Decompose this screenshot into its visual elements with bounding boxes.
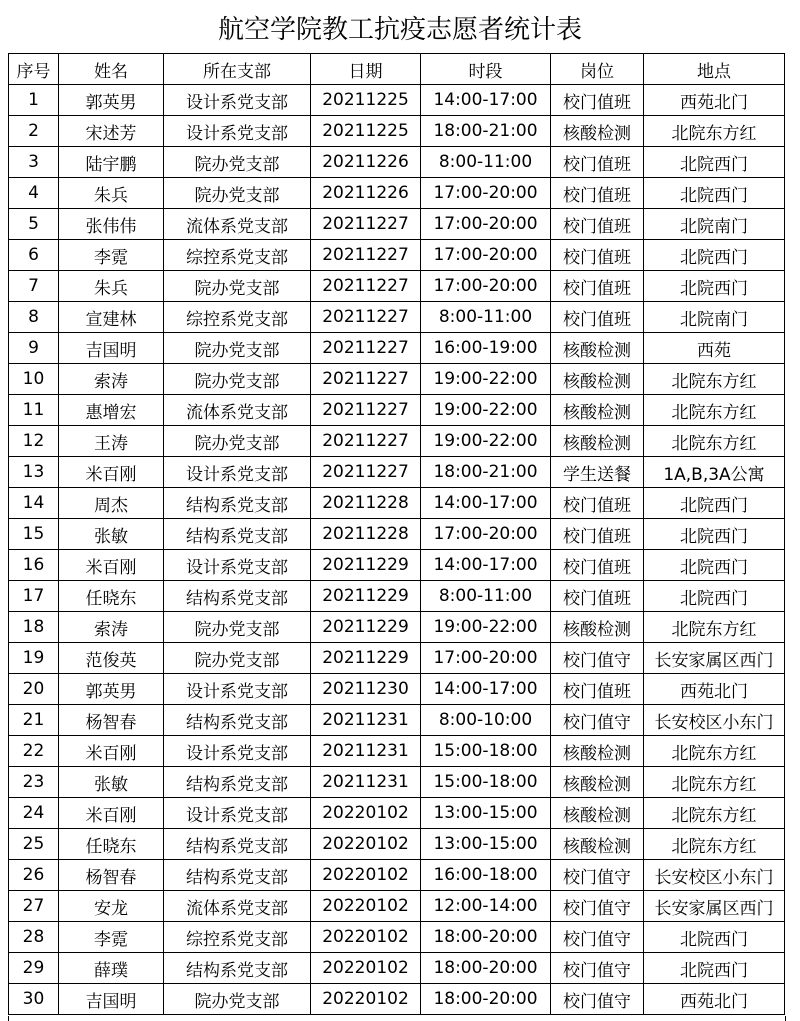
cell-location: 北院西门 bbox=[644, 581, 785, 612]
cell-name: 宋述芳 bbox=[59, 116, 164, 147]
cell-location: 北院东方红 bbox=[644, 736, 785, 767]
cell-branch: 院办党支部 bbox=[164, 178, 311, 209]
cell-location: 北院东方红 bbox=[644, 798, 785, 829]
next-row-edge bbox=[8, 1016, 786, 1021]
table-row bbox=[9, 581, 785, 612]
cell-date: 20211229 bbox=[311, 581, 421, 612]
cell-post: 核酸检测 bbox=[551, 798, 644, 829]
cell-location: 北院东方红 bbox=[644, 612, 785, 643]
cell-name: 李霓 bbox=[59, 240, 164, 271]
cell-index: 30 bbox=[9, 984, 59, 1015]
cell-name: 吉国明 bbox=[59, 984, 164, 1015]
table-row bbox=[9, 457, 785, 488]
cell-location: 1A,B,3A公寓 bbox=[644, 457, 785, 488]
cell-time-slot: 12:00-14:00 bbox=[421, 891, 551, 922]
volunteer-table bbox=[8, 53, 785, 1015]
cell-branch: 院办党支部 bbox=[164, 612, 311, 643]
cell-post: 核酸检测 bbox=[551, 333, 644, 364]
cell-location: 西苑北门 bbox=[644, 984, 785, 1015]
cell-date: 20211231 bbox=[311, 736, 421, 767]
cell-name: 范俊英 bbox=[59, 643, 164, 674]
cell-name: 杨智春 bbox=[59, 860, 164, 891]
table-row bbox=[9, 643, 785, 674]
cell-name: 米百刚 bbox=[59, 798, 164, 829]
table-row bbox=[9, 984, 785, 1015]
cell-location: 北院南门 bbox=[644, 209, 785, 240]
cell-index: 16 bbox=[9, 550, 59, 581]
table-row bbox=[9, 240, 785, 271]
cell-index: 20 bbox=[9, 674, 59, 705]
cell-index: 23 bbox=[9, 767, 59, 798]
cell-post: 校门值守 bbox=[551, 860, 644, 891]
cell-time-slot: 17:00-20:00 bbox=[421, 643, 551, 674]
cell-time-slot: 18:00-20:00 bbox=[421, 922, 551, 953]
cell-date: 20211227 bbox=[311, 271, 421, 302]
table-row bbox=[9, 550, 785, 581]
cell-location: 西苑北门 bbox=[644, 85, 785, 116]
cell-date: 20220102 bbox=[311, 798, 421, 829]
cell-time-slot: 14:00-17:00 bbox=[421, 488, 551, 519]
cell-time-slot: 17:00-20:00 bbox=[421, 240, 551, 271]
cell-location: 北院西门 bbox=[644, 922, 785, 953]
cell-date: 20211227 bbox=[311, 364, 421, 395]
cell-date: 20211231 bbox=[311, 705, 421, 736]
cell-post: 校门值守 bbox=[551, 984, 644, 1015]
cell-branch: 设计系党支部 bbox=[164, 457, 311, 488]
table-row bbox=[9, 333, 785, 364]
cell-index: 21 bbox=[9, 705, 59, 736]
cell-branch: 院办党支部 bbox=[164, 984, 311, 1015]
cell-index: 15 bbox=[9, 519, 59, 550]
table-row bbox=[9, 116, 785, 147]
header-row bbox=[9, 54, 785, 85]
cell-location: 北院西门 bbox=[644, 550, 785, 581]
cell-post: 校门值守 bbox=[551, 953, 644, 984]
cell-branch: 院办党支部 bbox=[164, 147, 311, 178]
table-body bbox=[9, 85, 785, 1015]
cell-post: 校门值班 bbox=[551, 488, 644, 519]
cell-time-slot: 14:00-17:00 bbox=[421, 674, 551, 705]
cell-branch: 院办党支部 bbox=[164, 333, 311, 364]
cell-name: 吉国明 bbox=[59, 333, 164, 364]
cell-branch: 院办党支部 bbox=[164, 426, 311, 457]
cell-branch: 设计系党支部 bbox=[164, 798, 311, 829]
cell-date: 20211228 bbox=[311, 519, 421, 550]
table-row bbox=[9, 395, 785, 426]
cell-location: 北院西门 bbox=[644, 147, 785, 178]
cell-branch: 设计系党支部 bbox=[164, 674, 311, 705]
cell-location: 北院西门 bbox=[644, 271, 785, 302]
cell-location: 长安家属区西门 bbox=[644, 891, 785, 922]
cell-time-slot: 18:00-20:00 bbox=[421, 984, 551, 1015]
table-row bbox=[9, 891, 785, 922]
cell-post: 校门值守 bbox=[551, 891, 644, 922]
cell-name: 任晓东 bbox=[59, 581, 164, 612]
cell-date: 20211227 bbox=[311, 302, 421, 333]
cell-branch: 结构系党支部 bbox=[164, 767, 311, 798]
table-row bbox=[9, 209, 785, 240]
cell-post: 校门值班 bbox=[551, 271, 644, 302]
cell-post: 核酸检测 bbox=[551, 829, 644, 860]
cell-post: 核酸检测 bbox=[551, 612, 644, 643]
header-date: 日期 bbox=[311, 54, 421, 85]
cell-name: 安龙 bbox=[59, 891, 164, 922]
cell-location: 长安家属区西门 bbox=[644, 643, 785, 674]
cell-branch: 设计系党支部 bbox=[164, 550, 311, 581]
cell-branch: 院办党支部 bbox=[164, 364, 311, 395]
cell-location: 北院西门 bbox=[644, 519, 785, 550]
cell-post: 校门值班 bbox=[551, 302, 644, 333]
cell-date: 20211225 bbox=[311, 116, 421, 147]
cell-location: 北院东方红 bbox=[644, 829, 785, 860]
cell-name: 索涛 bbox=[59, 612, 164, 643]
cell-date: 20211229 bbox=[311, 643, 421, 674]
cell-time-slot: 18:00-20:00 bbox=[421, 953, 551, 984]
cell-date: 20211225 bbox=[311, 85, 421, 116]
cell-branch: 综控系党支部 bbox=[164, 302, 311, 333]
cell-date: 20220102 bbox=[311, 953, 421, 984]
table-row bbox=[9, 426, 785, 457]
cell-index: 19 bbox=[9, 643, 59, 674]
cell-name: 杨智春 bbox=[59, 705, 164, 736]
cell-location: 北院西门 bbox=[644, 240, 785, 271]
cell-branch: 结构系党支部 bbox=[164, 705, 311, 736]
cell-branch: 结构系党支部 bbox=[164, 519, 311, 550]
cell-branch: 设计系党支部 bbox=[164, 116, 311, 147]
cell-name: 宣建林 bbox=[59, 302, 164, 333]
cell-date: 20220102 bbox=[311, 984, 421, 1015]
cell-date: 20220102 bbox=[311, 891, 421, 922]
cell-location: 西苑 bbox=[644, 333, 785, 364]
cell-time-slot: 13:00-15:00 bbox=[421, 829, 551, 860]
cell-time-slot: 19:00-22:00 bbox=[421, 364, 551, 395]
cell-index: 24 bbox=[9, 798, 59, 829]
cell-branch: 结构系党支部 bbox=[164, 860, 311, 891]
table-row bbox=[9, 178, 785, 209]
cell-date: 20211227 bbox=[311, 209, 421, 240]
cell-time-slot: 19:00-22:00 bbox=[421, 612, 551, 643]
cell-name: 朱兵 bbox=[59, 178, 164, 209]
cell-post: 校门值班 bbox=[551, 550, 644, 581]
cell-time-slot: 16:00-18:00 bbox=[421, 860, 551, 891]
cell-location: 北院南门 bbox=[644, 302, 785, 333]
cell-branch: 设计系党支部 bbox=[164, 736, 311, 767]
table-row bbox=[9, 705, 785, 736]
cell-index: 5 bbox=[9, 209, 59, 240]
cell-index: 9 bbox=[9, 333, 59, 364]
cell-post: 核酸检测 bbox=[551, 116, 644, 147]
table-row bbox=[9, 829, 785, 860]
cell-time-slot: 8:00-11:00 bbox=[421, 147, 551, 178]
cell-location: 北院西门 bbox=[644, 488, 785, 519]
cell-time-slot: 15:00-18:00 bbox=[421, 736, 551, 767]
cell-location: 北院东方红 bbox=[644, 395, 785, 426]
cell-time-slot: 18:00-21:00 bbox=[421, 116, 551, 147]
cell-name: 张伟伟 bbox=[59, 209, 164, 240]
cell-date: 20211229 bbox=[311, 550, 421, 581]
cell-branch: 结构系党支部 bbox=[164, 488, 311, 519]
cell-name: 王涛 bbox=[59, 426, 164, 457]
cell-post: 校门值班 bbox=[551, 147, 644, 178]
cell-location: 长安校区小东门 bbox=[644, 705, 785, 736]
cell-location: 西苑北门 bbox=[644, 674, 785, 705]
cell-name: 周杰 bbox=[59, 488, 164, 519]
table-row bbox=[9, 302, 785, 333]
cell-post: 校门值班 bbox=[551, 85, 644, 116]
cell-branch: 设计系党支部 bbox=[164, 85, 311, 116]
table-row bbox=[9, 922, 785, 953]
cell-date: 20220102 bbox=[311, 922, 421, 953]
cell-name: 陆宇鹏 bbox=[59, 147, 164, 178]
cell-post: 校门值班 bbox=[551, 519, 644, 550]
cell-time-slot: 8:00-11:00 bbox=[421, 581, 551, 612]
cell-index: 26 bbox=[9, 860, 59, 891]
cell-post: 核酸检测 bbox=[551, 736, 644, 767]
cell-branch: 院办党支部 bbox=[164, 643, 311, 674]
cell-date: 20211227 bbox=[311, 457, 421, 488]
cell-date: 20211227 bbox=[311, 333, 421, 364]
cell-time-slot: 17:00-20:00 bbox=[421, 271, 551, 302]
cell-name: 郭英男 bbox=[59, 85, 164, 116]
cell-date: 20220102 bbox=[311, 860, 421, 891]
cell-date: 20211231 bbox=[311, 767, 421, 798]
cell-index: 4 bbox=[9, 178, 59, 209]
cell-post: 校门值守 bbox=[551, 705, 644, 736]
cell-time-slot: 13:00-15:00 bbox=[421, 798, 551, 829]
header-branch: 所在支部 bbox=[164, 54, 311, 85]
table-row bbox=[9, 364, 785, 395]
cell-location: 北院西门 bbox=[644, 178, 785, 209]
cell-index: 17 bbox=[9, 581, 59, 612]
table-row bbox=[9, 271, 785, 302]
cell-location: 北院东方红 bbox=[644, 426, 785, 457]
cell-index: 18 bbox=[9, 612, 59, 643]
table-row bbox=[9, 736, 785, 767]
cell-post: 校门值守 bbox=[551, 922, 644, 953]
cell-time-slot: 14:00-17:00 bbox=[421, 550, 551, 581]
cell-time-slot: 19:00-22:00 bbox=[421, 426, 551, 457]
cell-date: 20211230 bbox=[311, 674, 421, 705]
cell-location: 北院东方红 bbox=[644, 116, 785, 147]
cell-post: 校门值班 bbox=[551, 674, 644, 705]
table-row bbox=[9, 488, 785, 519]
cell-branch: 院办党支部 bbox=[164, 271, 311, 302]
cell-location: 长安校区小东门 bbox=[644, 860, 785, 891]
cell-index: 1 bbox=[9, 85, 59, 116]
cell-name: 薛璞 bbox=[59, 953, 164, 984]
cell-location: 北院东方红 bbox=[644, 364, 785, 395]
cell-index: 10 bbox=[9, 364, 59, 395]
cell-index: 8 bbox=[9, 302, 59, 333]
cell-name: 郭英男 bbox=[59, 674, 164, 705]
table-row bbox=[9, 612, 785, 643]
cell-index: 7 bbox=[9, 271, 59, 302]
cell-index: 22 bbox=[9, 736, 59, 767]
cell-time-slot: 15:00-18:00 bbox=[421, 767, 551, 798]
cell-date: 20220102 bbox=[311, 829, 421, 860]
cell-branch: 流体系党支部 bbox=[164, 395, 311, 426]
cell-location: 北院西门 bbox=[644, 953, 785, 984]
cell-date: 20211229 bbox=[311, 612, 421, 643]
cell-post: 学生送餐 bbox=[551, 457, 644, 488]
cell-index: 11 bbox=[9, 395, 59, 426]
cell-name: 米百刚 bbox=[59, 736, 164, 767]
cell-post: 核酸检测 bbox=[551, 395, 644, 426]
table-row bbox=[9, 953, 785, 984]
header-location: 地点 bbox=[644, 54, 785, 85]
cell-location: 北院东方红 bbox=[644, 767, 785, 798]
table-row bbox=[9, 860, 785, 891]
cell-time-slot: 8:00-10:00 bbox=[421, 705, 551, 736]
cell-time-slot: 17:00-20:00 bbox=[421, 209, 551, 240]
cell-time-slot: 18:00-21:00 bbox=[421, 457, 551, 488]
cell-time-slot: 17:00-20:00 bbox=[421, 178, 551, 209]
cell-index: 3 bbox=[9, 147, 59, 178]
table-row bbox=[9, 798, 785, 829]
cell-index: 13 bbox=[9, 457, 59, 488]
cell-date: 20211227 bbox=[311, 395, 421, 426]
cell-post: 核酸检测 bbox=[551, 426, 644, 457]
cell-name: 惠增宏 bbox=[59, 395, 164, 426]
header-post: 岗位 bbox=[551, 54, 644, 85]
cell-branch: 结构系党支部 bbox=[164, 953, 311, 984]
cell-post: 校门值班 bbox=[551, 240, 644, 271]
cell-post: 校门值班 bbox=[551, 178, 644, 209]
cell-date: 20211226 bbox=[311, 147, 421, 178]
cell-name: 米百刚 bbox=[59, 457, 164, 488]
cell-name: 张敏 bbox=[59, 519, 164, 550]
table-row bbox=[9, 519, 785, 550]
cell-index: 6 bbox=[9, 240, 59, 271]
cell-branch: 综控系党支部 bbox=[164, 240, 311, 271]
cell-index: 28 bbox=[9, 922, 59, 953]
header-time-slot: 时段 bbox=[421, 54, 551, 85]
cell-branch: 综控系党支部 bbox=[164, 922, 311, 953]
header-index: 序号 bbox=[9, 54, 59, 85]
cell-date: 20211228 bbox=[311, 488, 421, 519]
cell-name: 朱兵 bbox=[59, 271, 164, 302]
cell-time-slot: 19:00-22:00 bbox=[421, 395, 551, 426]
cell-name: 任晓东 bbox=[59, 829, 164, 860]
cell-index: 27 bbox=[9, 891, 59, 922]
page-title: 航空学院教工抗疫志愿者统计表 bbox=[217, 15, 582, 45]
table-row bbox=[9, 674, 785, 705]
cell-time-slot: 17:00-20:00 bbox=[421, 519, 551, 550]
cell-time-slot: 8:00-11:00 bbox=[421, 302, 551, 333]
cell-name: 索涛 bbox=[59, 364, 164, 395]
table-row bbox=[9, 85, 785, 116]
cell-index: 25 bbox=[9, 829, 59, 860]
cell-date: 20211226 bbox=[311, 178, 421, 209]
cell-post: 校门值班 bbox=[551, 581, 644, 612]
cell-name: 李霓 bbox=[59, 922, 164, 953]
cell-index: 29 bbox=[9, 953, 59, 984]
cell-branch: 结构系党支部 bbox=[164, 581, 311, 612]
cell-branch: 流体系党支部 bbox=[164, 209, 311, 240]
cell-branch: 流体系党支部 bbox=[164, 891, 311, 922]
cell-index: 12 bbox=[9, 426, 59, 457]
cell-post: 校门值守 bbox=[551, 643, 644, 674]
cell-date: 20211227 bbox=[311, 426, 421, 457]
cell-name: 米百刚 bbox=[59, 550, 164, 581]
header-name: 姓名 bbox=[59, 54, 164, 85]
table-row bbox=[9, 147, 785, 178]
cell-post: 校门值班 bbox=[551, 209, 644, 240]
cell-index: 2 bbox=[9, 116, 59, 147]
cell-date: 20211227 bbox=[311, 240, 421, 271]
cell-post: 核酸检测 bbox=[551, 364, 644, 395]
cell-branch: 结构系党支部 bbox=[164, 829, 311, 860]
table-row bbox=[9, 767, 785, 798]
cell-time-slot: 16:00-19:00 bbox=[421, 333, 551, 364]
cell-time-slot: 14:00-17:00 bbox=[421, 85, 551, 116]
cell-name: 张敏 bbox=[59, 767, 164, 798]
cell-index: 14 bbox=[9, 488, 59, 519]
cell-post: 核酸检测 bbox=[551, 767, 644, 798]
